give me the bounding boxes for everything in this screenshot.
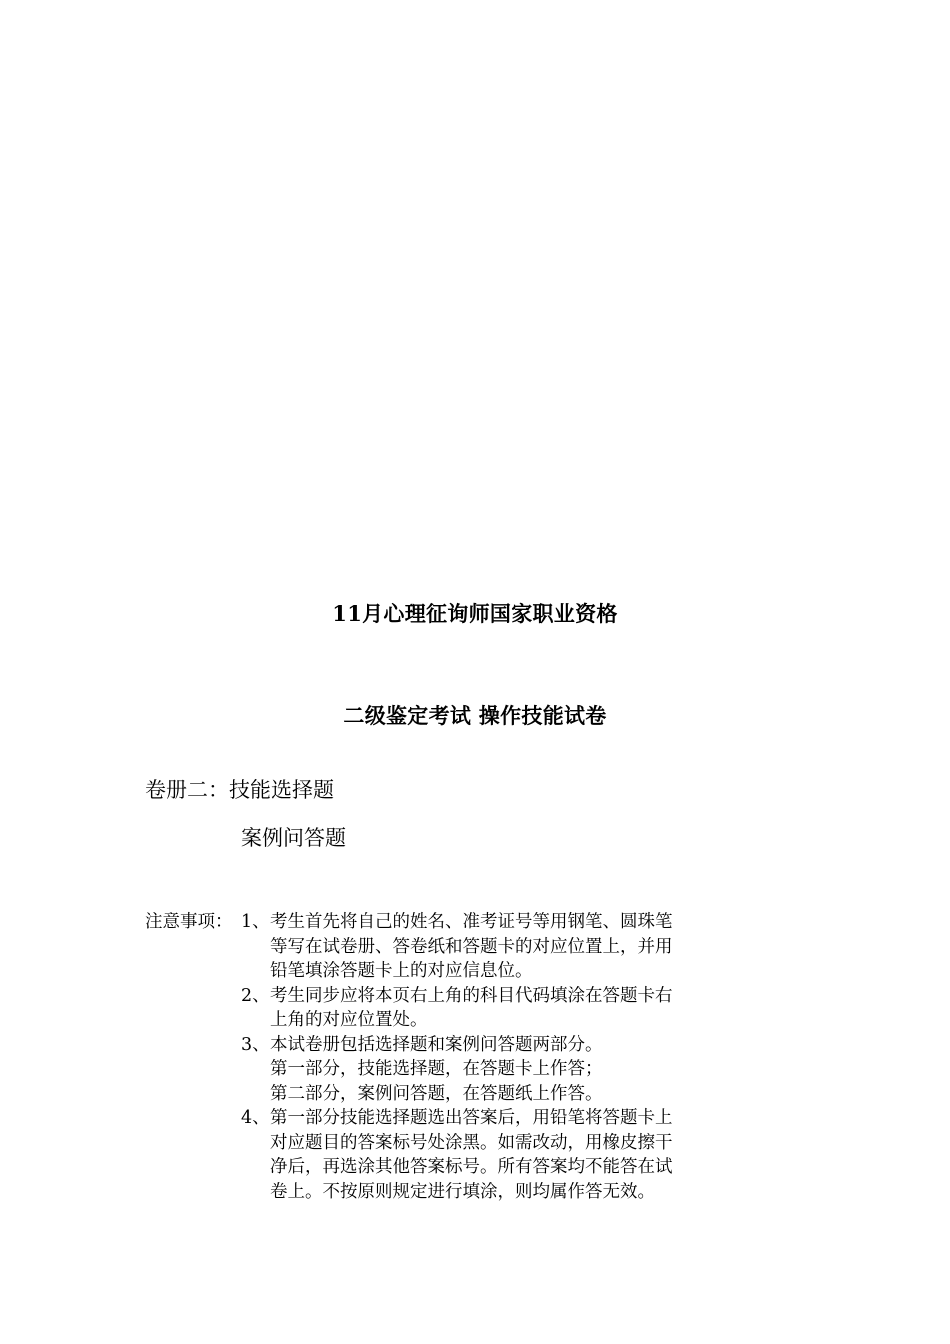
note-line: 上角的对应位置处。: [270, 1010, 428, 1030]
note-item: [241, 1033, 725, 1107]
notes-section: [145, 910, 725, 1204]
note-line: 净后，再选涂其他答案标号。所有答案均不能答在试: [270, 1157, 673, 1177]
note-item: [241, 1106, 725, 1204]
document-title-line-1: 11月心理征询师国家职业资格: [332, 601, 618, 626]
note-item: [241, 984, 725, 1033]
note-line: 第一部分，技能选择题，在答题卡上作答；: [270, 1059, 603, 1079]
note-line: 卷上。不按原则规定进行填涂，则均属作答无效。: [270, 1181, 655, 1202]
note-line: 对应题目的答案标号处涂黑。如需改动，用橡皮擦干: [270, 1132, 673, 1153]
note-line: 第一部分技能选择题选出答案后，用铅笔将答题卡上: [270, 1108, 673, 1128]
volume-label: 卷册二：技能选择题: [145, 778, 334, 802]
note-line: 第二部分，案例问答题，在答题纸上作答。: [270, 1083, 603, 1104]
note-line: 考生首先将自己的姓名、准考证号等用钢笔、圆珠笔: [270, 912, 673, 932]
note-number: 3、: [241, 1034, 270, 1055]
note-line: 本试卷册包括选择题和案例问答题两部分。: [270, 1034, 603, 1055]
notes-label: 注意事项：: [145, 912, 233, 932]
note-number: 4、: [241, 1108, 270, 1128]
document-title-line-2: 二级鉴定考试 操作技能试卷: [343, 703, 607, 728]
note-number: 2、: [241, 985, 270, 1006]
note-line: 铅笔填涂答题卡上的对应信息位。: [270, 961, 533, 981]
volume-subtitle: 案例问答题: [241, 826, 346, 850]
note-line: 等写在试卷册、答卷纸和答题卡的对应位置上，并用: [270, 936, 673, 957]
note-item: [241, 910, 725, 984]
note-number: 1、: [241, 912, 270, 932]
note-line: 考生同步应将本页右上角的科目代码填涂在答题卡右: [270, 985, 673, 1006]
